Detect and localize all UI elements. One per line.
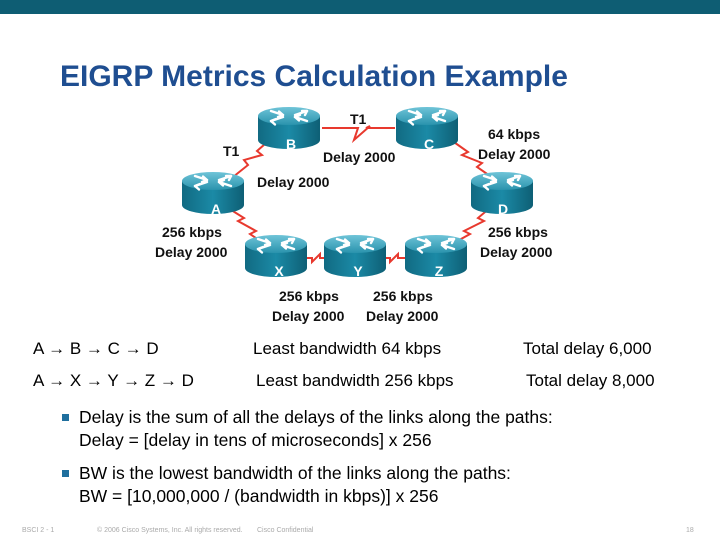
link-b-c bbox=[322, 126, 395, 140]
router-y bbox=[324, 235, 386, 279]
bullet-line: Delay is the sum of all the delays of the links along the paths: bbox=[79, 407, 553, 427]
link-a-x-delay: Delay 2000 bbox=[155, 244, 228, 260]
link-b-c-delay: Delay 2000 bbox=[323, 149, 396, 165]
router-x-label: X bbox=[274, 263, 284, 279]
link-x-y-delay: Delay 2000 bbox=[272, 308, 345, 324]
footer-page-number: 18 bbox=[686, 527, 694, 534]
link-y-z-bandwidth: 256 kbps bbox=[373, 288, 433, 304]
footer-confidential: Cisco Confidential bbox=[257, 527, 314, 534]
link-a-b-delay: Delay 2000 bbox=[257, 174, 330, 190]
link-a-b-bandwidth: T1 bbox=[223, 143, 240, 159]
router-d bbox=[471, 172, 533, 217]
link-c-d-delay: Delay 2000 bbox=[478, 146, 551, 162]
bullet-line: BW is the lowest bandwidth of the links along the paths: bbox=[79, 463, 511, 483]
bullet-square-icon bbox=[62, 470, 69, 477]
link-a-x-bandwidth: 256 kbps bbox=[162, 224, 222, 240]
router-b-label: B bbox=[285, 136, 297, 152]
link-d-z-bandwidth: 256 kbps bbox=[488, 224, 548, 240]
router-x bbox=[245, 235, 307, 279]
footer-copyright: © 2006 Cisco Systems, Inc. All rights reserved. bbox=[97, 527, 243, 534]
bullet-text bbox=[79, 462, 511, 508]
bullet-text bbox=[79, 406, 553, 452]
link-x-y-bandwidth: 256 kbps bbox=[279, 288, 339, 304]
footer-course: BSCI 2 - 1 bbox=[22, 527, 55, 534]
link-y-z-delay: Delay 2000 bbox=[366, 308, 439, 324]
link-b-c-bandwidth: T1 bbox=[350, 111, 367, 127]
route-path: A → X → Y → Z → D bbox=[33, 371, 194, 390]
route-delay: Total delay 6,000 bbox=[523, 339, 652, 358]
router-b bbox=[258, 107, 320, 152]
route-bandwidth: Least bandwidth 256 kbps bbox=[256, 371, 454, 390]
route-bandwidth: Least bandwidth 64 kbps bbox=[253, 339, 442, 358]
router-a-label: A bbox=[210, 201, 222, 217]
router-d-label: D bbox=[497, 201, 509, 217]
router-z bbox=[405, 235, 467, 279]
route-path: A → B → C → D bbox=[33, 339, 159, 358]
bullet-line: Delay = [delay in tens of microseconds] x 256 bbox=[79, 430, 432, 450]
slide-title: EIGRP Metrics Calculation Example bbox=[60, 60, 568, 93]
router-c bbox=[396, 107, 458, 152]
bullet-line: BW = [10,000,000 / (bandwidth in kbps)] x 256 bbox=[79, 486, 439, 506]
router-z-label: Z bbox=[434, 263, 444, 279]
router-y-label: Y bbox=[353, 263, 363, 279]
bullet-square-icon bbox=[62, 414, 69, 421]
router-c-label: C bbox=[423, 136, 435, 152]
link-d-z-delay: Delay 2000 bbox=[480, 244, 553, 260]
route-delay: Total delay 8,000 bbox=[526, 371, 655, 390]
link-c-d-bandwidth: 64 kbps bbox=[488, 126, 541, 142]
router-a bbox=[182, 172, 244, 217]
